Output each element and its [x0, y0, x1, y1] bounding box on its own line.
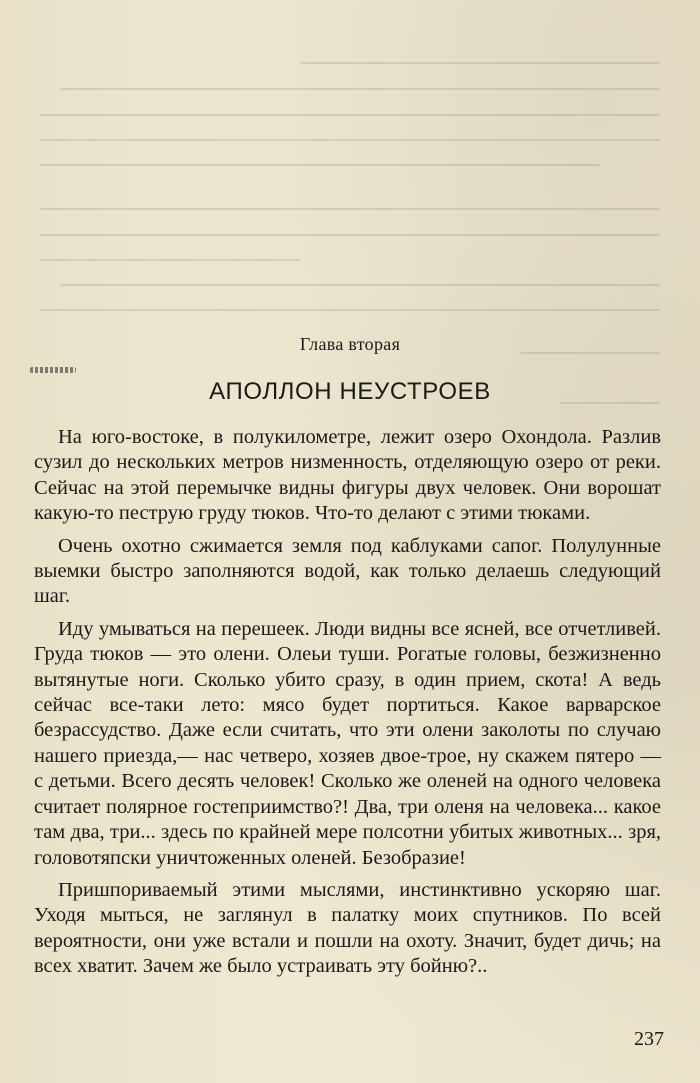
chapter-title: АПОЛЛОН НЕУСТРОЕВ: [209, 378, 491, 405]
body-text: [34, 425, 661, 987]
paragraph: Иду умываться на перешеек. Люди видны все ясней, все отчетливей. Груда тюков — это олени. Олеьи туши. Рогатые головы, безжизненно вытянутые ноги. Сколько убито сразу, в один прием, скота! А ведь сейчас все-таки лето: мясо будет портиться. Какое варварское безрассудство. Даже если считать, что эти олени заколоты по случаю нашего приезда,— нас четверо, хозяев двое-трое, ну скажем пятеро — с детьми. Всего десять человек! Сколько же оленей на одного человека считает полярное гостеприимство?! Два, три оленя на человека... какое там два, три... здесь по крайней мере полсотни убитых животных... зря, головотяпски уничтоженных оленей. Безобразие!: [34, 617, 661, 869]
show-through-line: [60, 284, 660, 286]
show-through-line: [40, 234, 660, 236]
show-through-line: [300, 62, 660, 64]
paragraph: Очень охотно сжимается земля под каблуками сапог. Полулунные выемки быстро заполняются водой, как только делаешь следующий шаг.: [34, 534, 661, 608]
paragraph: Пришпориваемый этими мыслями, инстинктивно ускоряю шаг. Уходя мыться, не заглянул в палатку моих спутников. По всей вероятности, они уже встали и пошли на охоту. Значит, будет дичь; на всех хватит. Зачем же было устраивать эту бойню?..: [34, 878, 661, 978]
ink-smudge: [30, 367, 76, 373]
show-through-line: [40, 309, 660, 311]
page-number: 237: [634, 1028, 664, 1050]
show-through-line: [40, 139, 660, 141]
show-through-line: [40, 208, 660, 210]
chapter-label: Глава вторая: [299, 334, 401, 354]
show-through-line: [40, 114, 660, 116]
show-through-line: [60, 88, 660, 90]
show-through-line: [40, 164, 600, 166]
show-through-line: [40, 259, 300, 261]
paragraph: На юго-востоке, в полукилометре, лежит озеро Охондола. Разлив сузил до нескольких метров низменность, отделяющую озеро от реки. Сейчас на этой перемычке видны фигуры двух человек. Они ворошат какую-то пеструю груду тюков. Что-то делают с этими тюками.: [34, 426, 661, 525]
